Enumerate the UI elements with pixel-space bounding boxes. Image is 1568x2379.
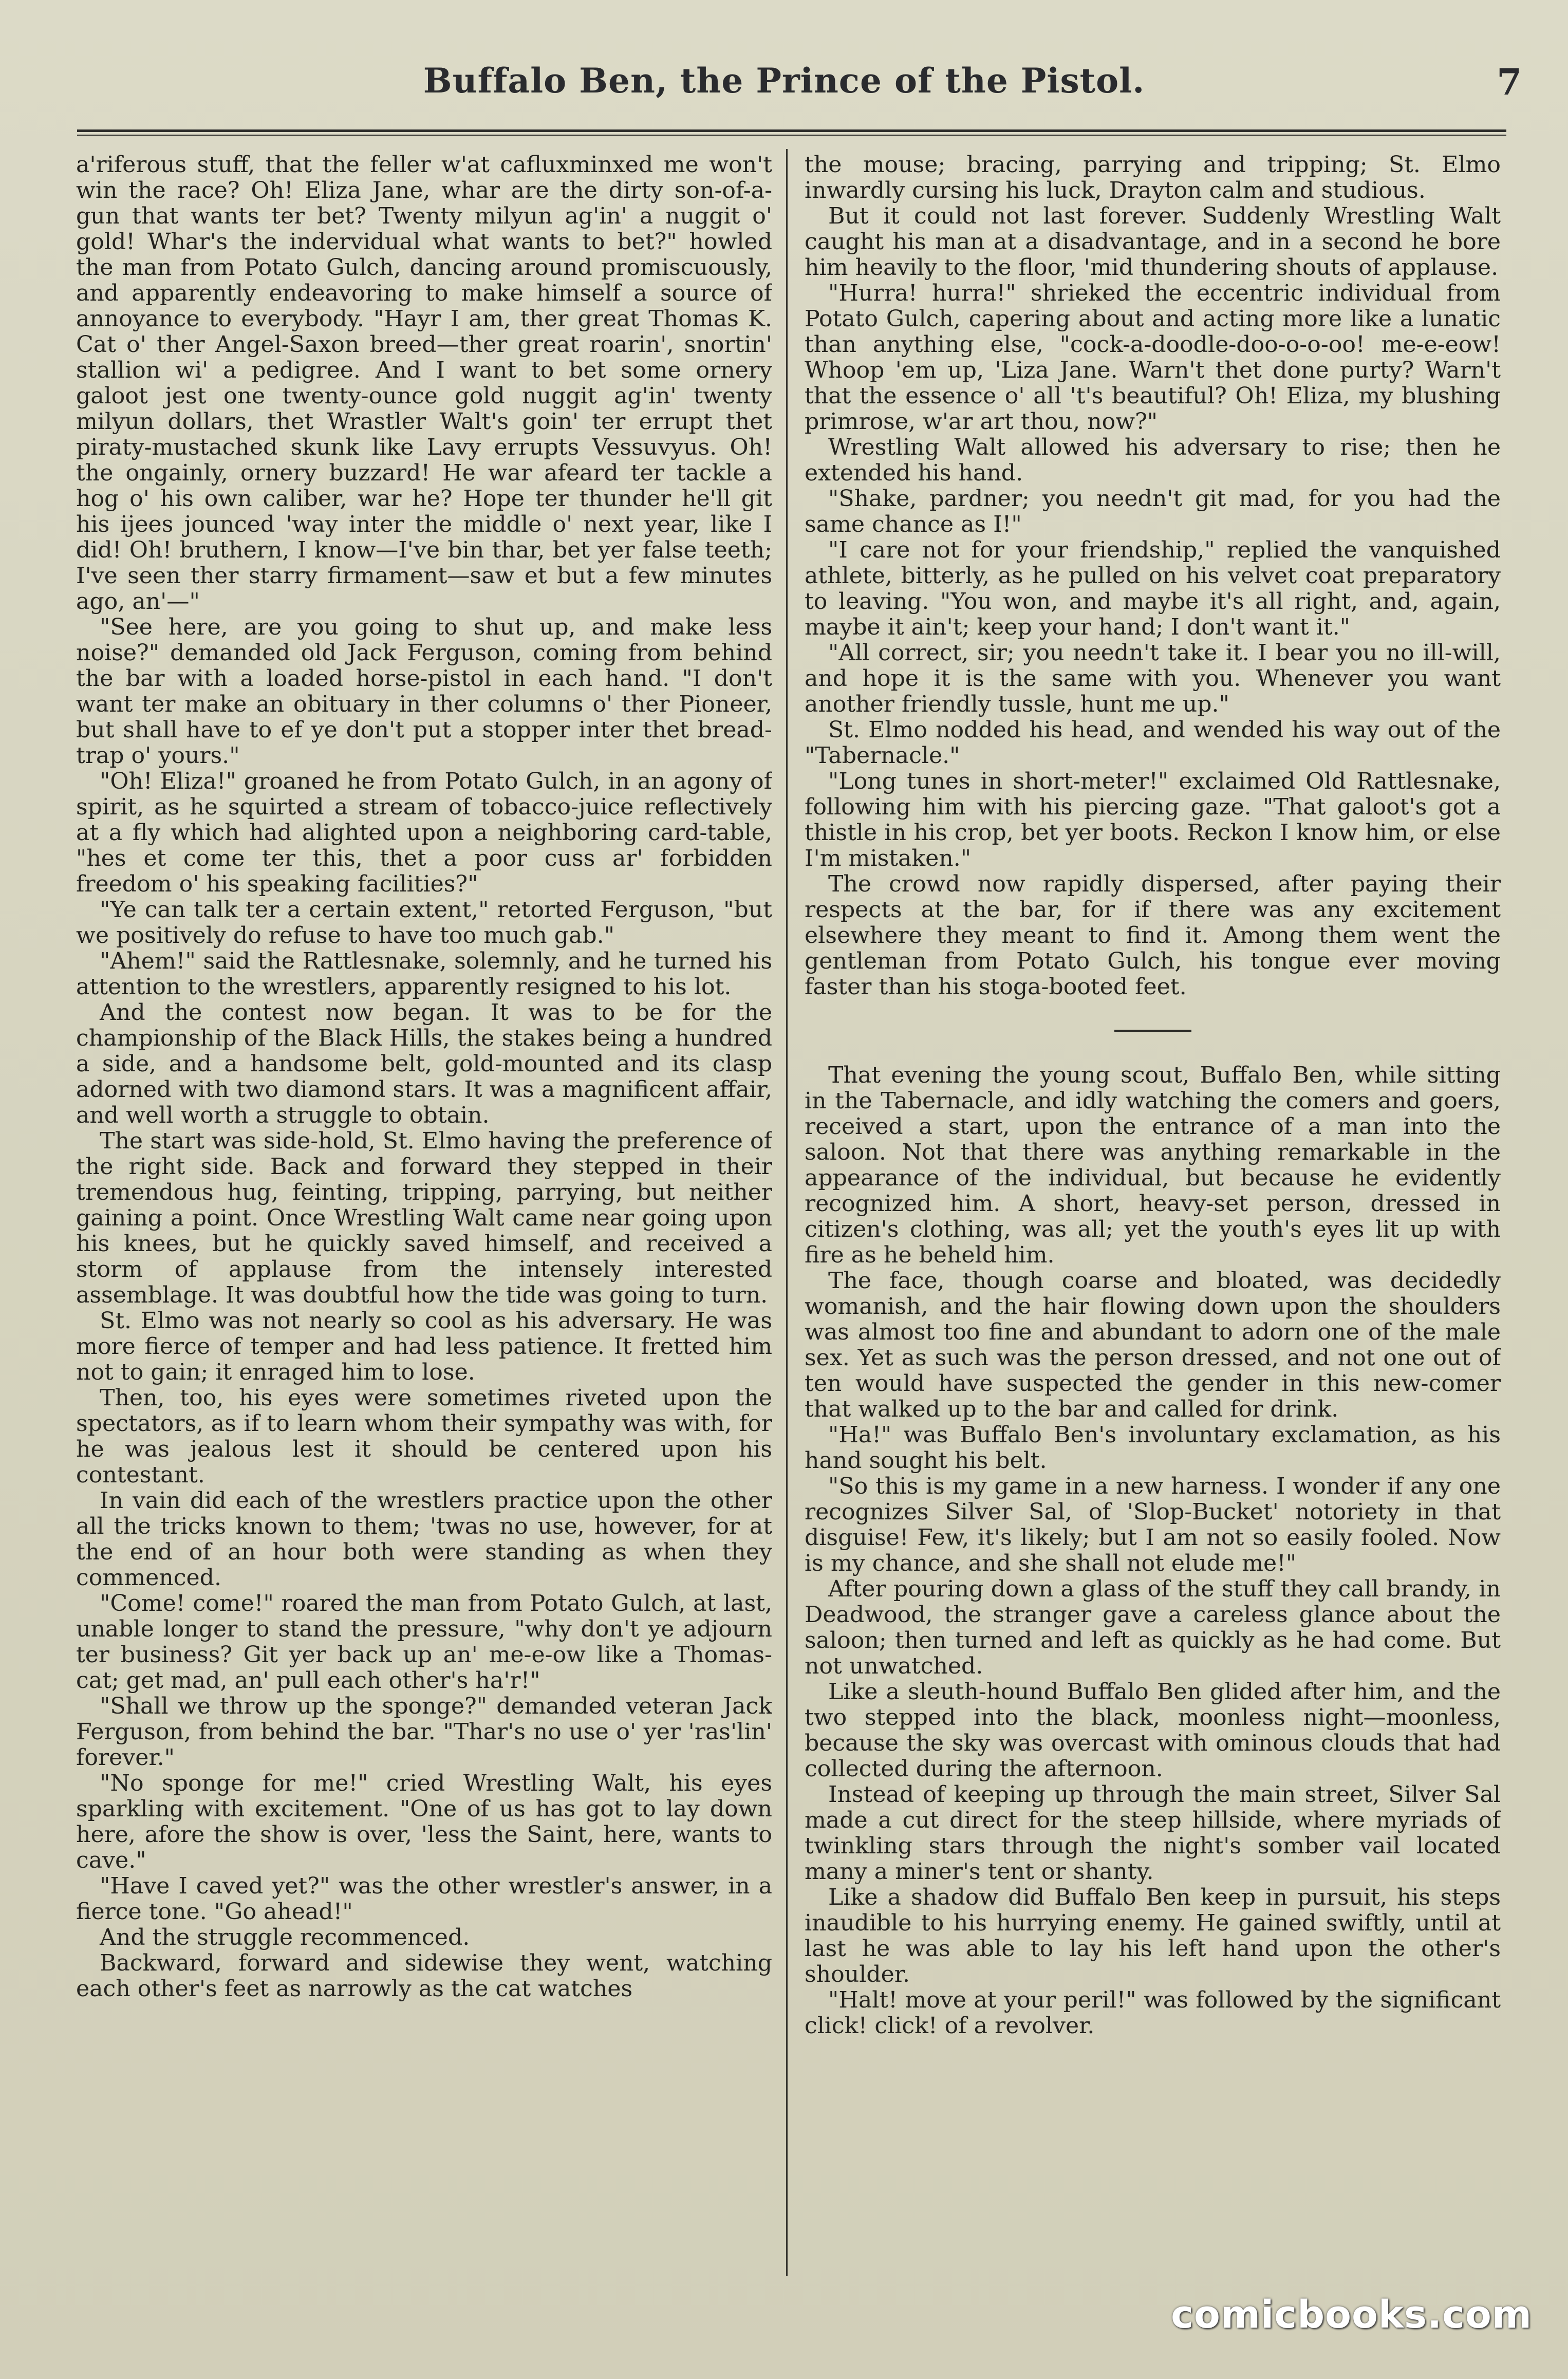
page-title: Buffalo Ben, the Prince of the Pistol. <box>423 61 1145 101</box>
paragraph: "Ha!" was Buffalo Ben's involuntary exclamation, as his hand sought his belt. <box>805 1422 1501 1474</box>
paragraph: The face, though coarse and bloated, was decidedly womanish, and the hair flowing down upon the shoulders was almost too fine and abundant to adorn one of the male sex. Yet as such was the person dressed, and not one out of ten would have suspected the gender in this new-comer that walked up to the bar and called for drink. <box>805 1268 1501 1422</box>
header-rule-thin <box>77 135 1506 136</box>
paragraph: Wrestling Walt allowed his adversary to rise; then he extended his hand. <box>805 434 1501 486</box>
paragraph: "Ye can talk ter a certain extent," retorted Ferguson, "but we positively do refuse to have too much gab." <box>76 897 772 949</box>
paragraph: After pouring down a glass of the stuff they call brandy, in Deadwood, the stranger gave a careless glance about the saloon; then turned and left as quickly as he had come. But not unwatched. <box>805 1576 1501 1679</box>
watermark: comicbooks.com <box>1171 2293 1532 2337</box>
header-rule <box>77 129 1506 132</box>
paragraph: "I care not for your friendship," replied the vanquished athlete, bitterly, as he pulled on his velvet coat preparatory to leaving. "You won, and maybe it's all right, and, again, maybe it ain't; keep your hand; I don't want it." <box>805 537 1501 640</box>
paragraph: "All correct, sir; you needn't take it. I bear you no ill-will, and hope it is the same with you. Whenever you want another friendly tussle, hunt me up." <box>805 640 1501 717</box>
paragraph: And the struggle recommenced. <box>100 1924 470 1950</box>
paragraph: "So this is my game in a new harness. I wonder if any one recognizes Silver Sal, of 'Slop-Bucket' notoriety in that disguise! Few, it's likely; but I am not so easily fooled. Now is my chance, and she shall not elude me!" <box>805 1473 1501 1576</box>
paragraph: The crowd now rapidly dispersed, after paying their respects at the bar, for if there was any excitement elsewhere they meant to find it. Among them went the gentleman from Potato Gulch, his tongue ever moving faster than his stoga-booted feet. <box>805 871 1501 1000</box>
paragraph: Instead of keeping up through the main street, Silver Sal made a cut direct for the steep hillside, where myriads of twinkling stars through the night's somber vail located many a miner's tent or shanty. <box>805 1781 1501 1885</box>
paragraph: "Come! come!" roared the man from Potato Gulch, at last, unable longer to stand the pressure, "why don't ye adjourn ter business? Git yer back up an' me-e-ow like a Thomas-cat; get mad, an' pull each other's ha'r!" <box>76 1590 772 1694</box>
paragraph: the mouse; bracing, parrying and tripping; St. Elmo inwardly cursing his luck, Drayton calm and studious. <box>805 152 1501 203</box>
paragraph: The start was side-hold, St. Elmo having the preference of the right side. Back and forward they stepped in their tremendous hug, feinting, tripping, parrying, but neither gaining a point. Once Wrestling Walt came near going upon his knees, but he quickly saved himself, and received a storm of applause from the intensely interested assemblage. It was doubtful how the tide was going to turn. <box>76 1128 772 1308</box>
paragraph: That evening the young scout, Buffalo Ben, while sitting in the Tabernacle, and idly watching the comers and goers, received a start, upon the entrance of a man into the saloon. Not that there was anything remarkable in the appearance of the individual, but because he evidently recognized him. A short, heavy-set person, dressed in citizen's clothing, was all; yet the youth's eyes lit up with fire as he beheld him. <box>805 1062 1501 1268</box>
paragraph: "Shake, pardner; you needn't git mad, for you had the same chance as I!" <box>805 486 1501 537</box>
paragraph: "Have I caved yet?" was the other wrestler's answer, in a fierce tone. "Go ahead!" <box>76 1873 772 1925</box>
page-number: 7 <box>1497 61 1522 103</box>
paragraph: a'riferous stuff, that the feller w'at cafluxminxed me won't win the race? Oh! Eliza Jane, whar are the dirty son-of-a-gun that wants ter bet? Twenty milyun ag'in' a nuggit o' gold! Whar's the indervidual what wants to bet?" howled the man from Potato Gulch, dancing around promiscuously, and apparently endeavoring to make himself a source of annoyance to everybody. "Hayr I am, ther great Thomas K. Cat o' ther Angel-Saxon breed—ther great roarin', snortin' stallion wi' a pedigree. And I want to bet some ornery galoot jest one twenty-ounce gold nuggit ag'in' twenty milyun dollars, thet Wrastler Walt's goin' ter errupt thet piraty-mustached skunk like Lavy errupts Vessuvyus. Oh! the ongainly, ornery buzzard! He war afeard ter tackle a hog o' his own caliber, war he? Hope ter thunder he'll git his ijees jounced 'way inter the middle o' next year, like I did! Oh! bruthern, I know—I've bin thar, bet yer false teeth; I've seen ther starry firmament—saw et but a few minutes ago, an'—" <box>76 152 772 615</box>
paragraph: "Oh! Eliza!" groaned he from Potato Gulch, in an agony of spirit, as he squirted a stream of tobacco-juice reflectively at a fly which had alighted upon a neighboring card-table, "hes et come ter this, thet a poor cuss ar' forbidden freedom o' his speaking facilities?" <box>76 768 772 897</box>
paragraph: "See here, are you going to shut up, and make less noise?" demanded old Jack Ferguson, coming from behind the bar with a loaded horse-pistol in each hand. "I don't want ter make an obituary in ther columns o' ther Pioneer, but shall have to ef ye don't put a stopper inter thet bread-trap o' yours." <box>76 614 772 769</box>
paragraph: "Hurra! hurra!" shrieked the eccentric individual from Potato Gulch, capering about and acting more like a lunatic than anything else, "cock-a-doodle-doo-o-o-oo! me-e-eow! Whoop 'em up, 'Liza Jane. Warn't thet done purty? Warn't that the essence o' all 't's beautiful? Oh! Eliza, my blushing primrose, w'ar art thou, now?" <box>805 280 1501 435</box>
running-header <box>0 61 1568 117</box>
paragraph: Backward, forward and sidewise they went, watching each other's feet as narrowly as the cat watches <box>76 1950 772 2002</box>
paragraph: "Long tunes in short-meter!" exclaimed Old Rattlesnake, following him with his piercing gaze. "That galoot's got a thistle in his crop, bet yer boots. Reckon I know him, or else I'm mistaken." <box>805 768 1501 871</box>
paragraph: "No sponge for me!" cried Wrestling Walt, his eyes sparkling with excitement. "One of us has got to lay down here, afore the show is over, 'less the Saint, here, wants to cave." <box>76 1770 772 1873</box>
paragraph: And the contest now began. It was to be for the championship of the Black Hills, the stakes being a hundred a side, and a handsome belt, gold-mounted and its clasp adorned with two diamond stars. It was a magnificent affair, and well worth a struggle to obtain. <box>76 999 772 1128</box>
paragraph: "Ahem!" said the Rattlesnake, solemnly, and he turned his attention to the wrestlers, apparently resigned to his lot. <box>76 948 772 1000</box>
column-divider <box>786 149 788 2276</box>
paragraph: "Halt! move at your peril!" was followed by the significant click! click! of a revolver. <box>805 1987 1501 2039</box>
paragraph: Then, too, his eyes were sometimes riveted upon the spectators, as if to learn whom their sympathy was with, for he was jealous lest it should be centered upon his contestant. <box>76 1385 772 1488</box>
paragraph: St. Elmo was not nearly so cool as his adversary. He was more fierce of temper and had less patience. It fretted him not to gain; it enraged him to lose. <box>76 1308 772 1385</box>
left-column <box>76 152 772 2274</box>
paragraph: "Shall we throw up the sponge?" demanded veteran Jack Ferguson, from behind the bar. "Thar's no use o' yer 'ras'lin' forever." <box>76 1693 772 1771</box>
paragraph: In vain did each of the wrestlers practice upon the other all the tricks known to them; 'twas no use, however, for at the end of an hour both were standing as when they commenced. <box>76 1488 772 1591</box>
paragraph: Like a sleuth-hound Buffalo Ben glided after him, and the two stepped into the black, moonless night—moonless, because the sky was overcast with ominous clouds that had collected during the afternoon. <box>805 1679 1501 1782</box>
paragraph: Like a shadow did Buffalo Ben keep in pursuit, his steps inaudible to his hurrying enemy. He gained swiftly, until at last he was able to lay his left hand upon the other's shoulder. <box>805 1884 1501 1987</box>
section-break-rule <box>1114 1030 1191 1032</box>
right-column <box>805 152 1501 2274</box>
paragraph: But it could not last forever. Suddenly Wrestling Walt caught his man at a disadvantage, and in a second he bore him heavily to the floor, 'mid thundering shouts of applause. <box>805 203 1501 281</box>
paragraph: St. Elmo nodded his head, and wended his way out of the "Tabernacle." <box>805 717 1501 769</box>
